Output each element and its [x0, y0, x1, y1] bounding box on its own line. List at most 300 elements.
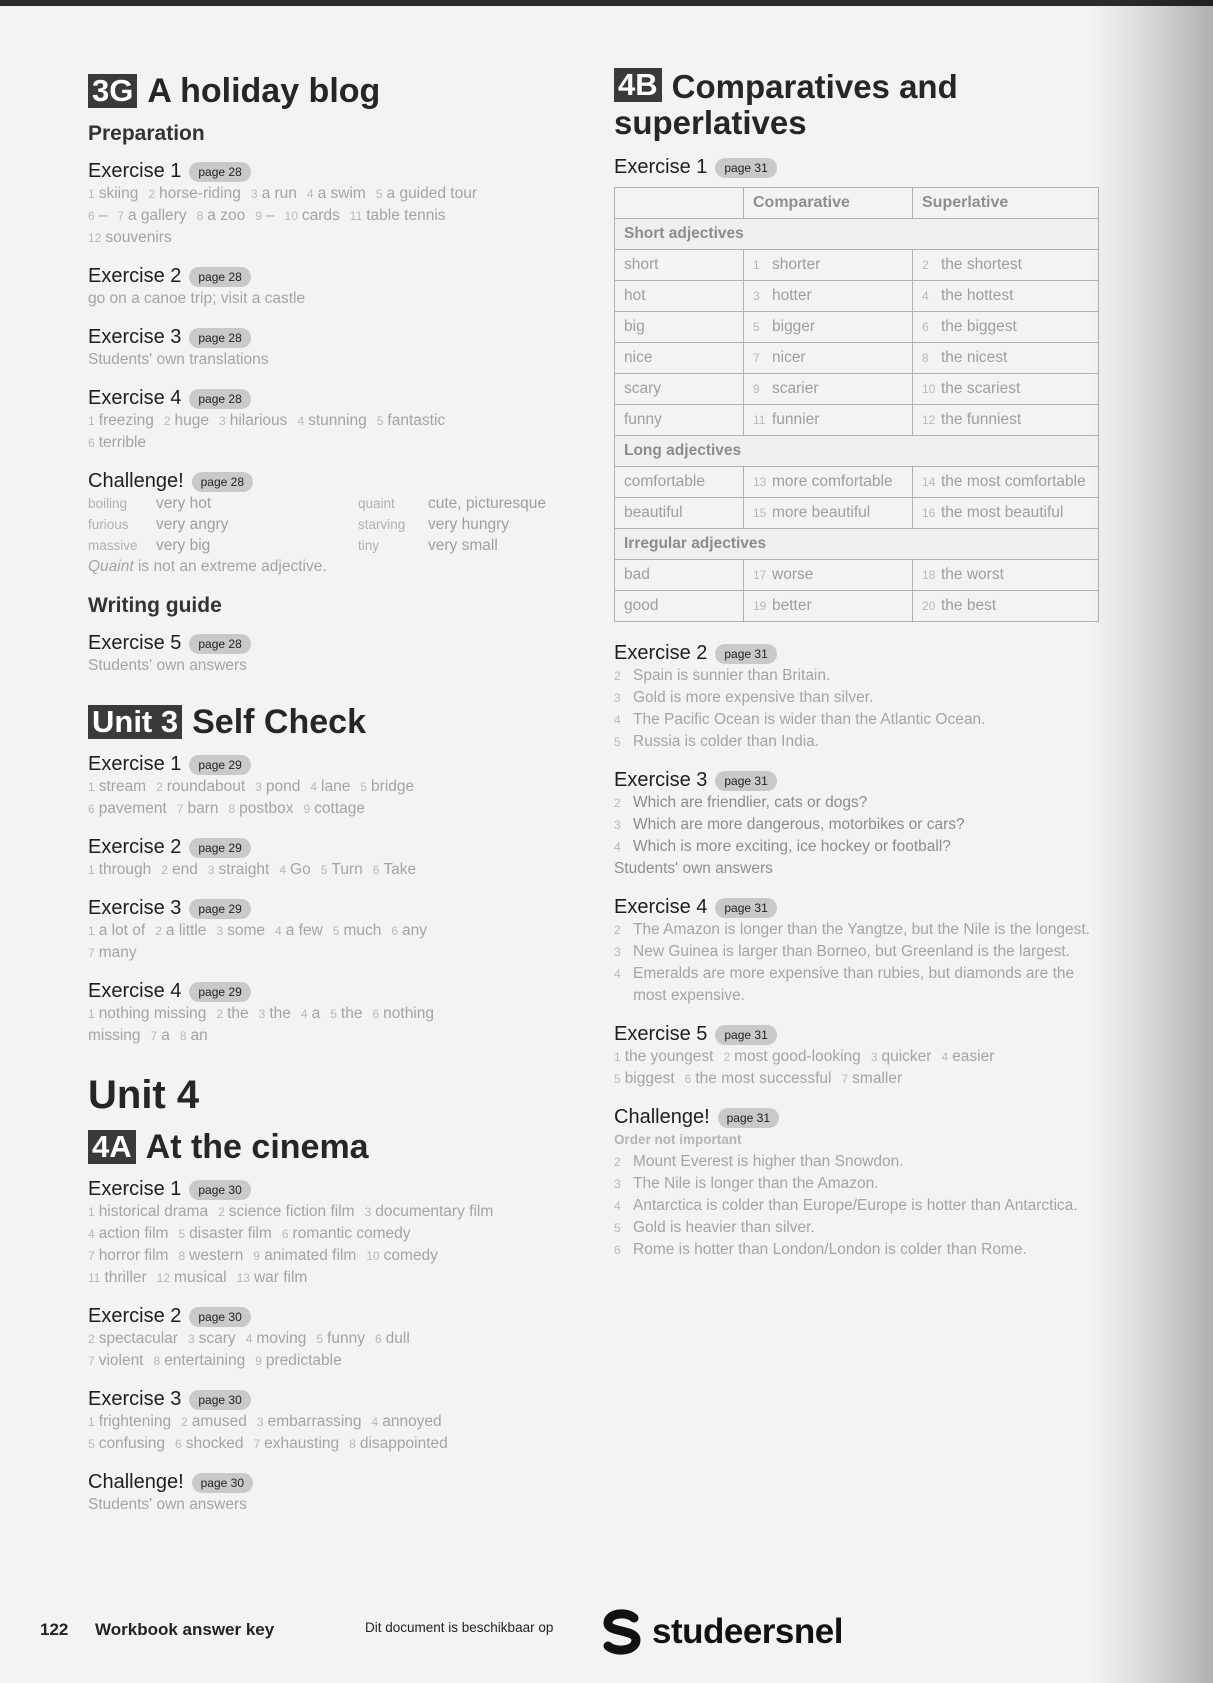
answer-line [88, 776, 588, 798]
answer-item: 1 a lot of [88, 922, 146, 939]
subheading: Preparation [88, 122, 205, 145]
answer-number: 2 [148, 187, 156, 201]
answer-item: 2 the [216, 1005, 249, 1022]
adjective-cell: hot [615, 281, 744, 312]
table-section-label: Short adjectives [615, 219, 1099, 250]
comparative-cell: 15 more beautiful [744, 498, 913, 529]
table-section-row [615, 436, 1099, 467]
comparatives-table [614, 187, 1099, 622]
adjective-cell: good [615, 591, 744, 622]
answer-number: 12 [88, 231, 102, 245]
answer-number: 8 [349, 1437, 356, 1451]
answer-line [88, 859, 588, 881]
answer-number: 7 [88, 1249, 95, 1263]
answer-item: 7 barn [176, 800, 219, 817]
answer-sentence: 3 The Nile is longer than the Amazon. [614, 1173, 1102, 1195]
answer-item: 9 cottage [303, 800, 366, 817]
answer-number: 9 [303, 802, 311, 816]
answer-item: 4 Go [279, 861, 311, 878]
answer-item: 1 skiing [88, 185, 139, 202]
extreme-word: starving [358, 517, 406, 532]
superlative-cell: 4 the hottest [913, 281, 1099, 312]
exercise-block [88, 897, 588, 964]
answer-number: 5 [376, 414, 384, 428]
exercise-label: Exercise 1 [88, 753, 182, 775]
comparative-cell: 3 hotter [744, 281, 913, 312]
answer-line [88, 183, 588, 205]
answer-item: 5 bridge [360, 778, 415, 795]
answer-sentence: 4 Antarctica is colder than Europe/Europe is hotter than Antarctica. [614, 1195, 1102, 1217]
challenge-block [88, 1471, 588, 1516]
answer-number: 3 [614, 818, 621, 832]
answer-sentence: 5 Gold is heavier than silver. [614, 1217, 1102, 1239]
answer-number: 5 [88, 1437, 95, 1451]
table-section-row [615, 219, 1099, 250]
answer-line [88, 1328, 588, 1350]
answer-sentence: 2 The Amazon is longer than the Yangtze, but the Nile is the longest. [614, 919, 1102, 941]
answer-number: 6 [391, 924, 399, 938]
extreme-word: quaint [358, 496, 395, 511]
table-row [615, 498, 1099, 529]
answer-line [88, 1025, 588, 1047]
answer-number: 11 [349, 209, 363, 223]
answer-number: 1 [88, 1007, 95, 1021]
exercise-answers [88, 1411, 588, 1455]
table-header-row [615, 188, 1099, 219]
logo-text: studeersnel [652, 1612, 843, 1651]
adjective-cell: bad [615, 560, 744, 591]
answer-item: 3 the [258, 1005, 291, 1022]
answer-number: 1 [88, 1415, 95, 1429]
answer-number: 5 [614, 735, 621, 749]
answer-sentence: 4 Emeralds are more expensive than rubies, but diamonds are the most expensive. [614, 965, 1075, 1004]
answer-item: 4 action film [88, 1225, 169, 1242]
answer-item: 6 the most successful [684, 1070, 832, 1087]
answer-number: 5 [316, 1332, 324, 1346]
answer-number: 1 [88, 863, 95, 877]
answer-number: 3 [207, 863, 215, 877]
answer-number: 6 [372, 1007, 380, 1021]
answer-line [88, 798, 588, 820]
page-pill: page 28 [189, 389, 250, 409]
answer-item: 3 documentary film [364, 1203, 494, 1220]
exercise-block [614, 896, 1102, 1007]
answer-item: 8 disappointed [349, 1435, 448, 1452]
answer-number: 2 [161, 863, 168, 877]
answer-item: 1 the youngest [614, 1048, 714, 1065]
answer-number: 3 [870, 1050, 878, 1064]
answer-item: 12 souvenirs [88, 229, 172, 246]
answer-number: 4 [310, 780, 318, 794]
answer-sentence: 6 Rome is hotter than London/London is colder than Rome. [614, 1239, 1102, 1261]
answer-line [88, 1433, 588, 1455]
answer-sentence: 5 Russia is colder than India. [614, 731, 1102, 753]
exercise-label: Exercise 2 [614, 642, 708, 664]
answer-line [88, 432, 588, 454]
answer-number: 2 [155, 924, 162, 938]
section-3g-header [88, 72, 588, 110]
page-pill: page 28 [192, 472, 253, 492]
studeersnel-logo[interactable] [598, 1608, 843, 1656]
exercise-label: Exercise 1 [88, 1178, 182, 1200]
answer-item: 7 violent [88, 1352, 144, 1369]
answer-item: 5 disaster film [178, 1225, 272, 1242]
answer-number: 2 [614, 1155, 621, 1169]
section-title: Self Check [192, 703, 366, 741]
answer-number: 2 [614, 923, 621, 937]
table-section-row [615, 529, 1099, 560]
exercise-label: Exercise 3 [614, 769, 708, 791]
unit3-header [88, 703, 588, 741]
exercise-block [88, 160, 588, 249]
answer-item: 5 funny [316, 1330, 365, 1347]
answer-number: 4 [614, 840, 621, 854]
answer-line [88, 1201, 588, 1223]
answer-item: 4 lane [310, 778, 351, 795]
answer-item: 9 animated film [253, 1247, 357, 1264]
page-pill: page 31 [715, 644, 776, 664]
comparative-cell: 17 worse [744, 560, 913, 591]
meaning: very hungry [428, 516, 509, 533]
answer-item: 4 a swim [306, 185, 366, 202]
answer-item: 10 comedy [366, 1247, 438, 1264]
answer-item: 9 – [255, 207, 275, 224]
answer-sentence: 4 The Pacific Ocean is wider than the Atlantic Ocean. [614, 709, 1102, 731]
adjective-cell: short [615, 250, 744, 281]
answer-line [88, 1267, 588, 1289]
answer-item: 8 entertaining [153, 1352, 246, 1369]
answer-item: 4 a [300, 1005, 321, 1022]
superlative-cell: 18 the worst [913, 560, 1099, 591]
answer-item: 9 predictable [255, 1352, 342, 1369]
page-pill: page 29 [189, 755, 250, 775]
answer-number: 7 [253, 1437, 261, 1451]
answer-number: 12 [156, 1271, 171, 1285]
page-pill: page 31 [718, 1108, 779, 1128]
page-pill: page 29 [189, 982, 250, 1002]
table-header-cell: Comparative [744, 188, 913, 219]
page-pill: page 29 [189, 899, 250, 919]
answer-item: 4 easier [941, 1048, 995, 1065]
answer-item: 2 end [161, 861, 198, 878]
table-header-cell [615, 188, 744, 219]
answer-item: 2 huge [163, 412, 210, 429]
exercise-answers: go on a canoe trip; visit a castle [88, 290, 306, 307]
answer-line [88, 1245, 588, 1267]
exercise-answers: Students' own answers [88, 657, 247, 674]
answer-number: 4 [614, 1199, 621, 1213]
answer-number: 2 [88, 1332, 95, 1346]
answer-number: 6 [88, 436, 95, 450]
comparative-cell: 5 bigger [744, 312, 913, 343]
answer-item: 1 nothing missing [88, 1005, 207, 1022]
exercise-answers [88, 183, 588, 249]
answer-number: 4 [300, 1007, 308, 1021]
superlative-cell: 2 the shortest [913, 250, 1099, 281]
answer-item: 5 much [332, 922, 382, 939]
challenge-block [614, 1106, 1102, 1261]
answer-item: 5 the [330, 1005, 363, 1022]
exercise-label: Exercise 2 [88, 836, 182, 858]
page-pill: page 31 [715, 771, 776, 791]
answer-number: 2 [614, 669, 621, 683]
exercise-label: Exercise 3 [88, 1388, 182, 1410]
answer-number: 1 [88, 187, 95, 201]
exercise-label: Challenge! [614, 1106, 710, 1128]
table-row [615, 591, 1099, 622]
answer-item: 3 hilarious [219, 412, 288, 429]
exercise-answers [614, 919, 1102, 1007]
answer-item: 6 Take [372, 861, 417, 878]
answer-number: 6 [614, 1243, 621, 1257]
answer-item: 6 – [88, 207, 108, 224]
answer-item: 2 horse-riding [148, 185, 241, 202]
exercise-block [88, 387, 588, 454]
comparative-cell: 1 shorter [744, 250, 913, 281]
table-section-label: Long adjectives [615, 436, 1099, 467]
answer-item: 3 pond [255, 778, 301, 795]
unit-heading: Unit 4 [88, 1073, 200, 1117]
answer-item: 1 freezing [88, 412, 154, 429]
section-title: A holiday blog [147, 72, 381, 110]
section-title: At the cinema [145, 1128, 369, 1166]
answer-number: 7 [88, 1354, 95, 1368]
exercise-block [88, 980, 588, 1047]
exercise-answers [614, 1151, 1102, 1261]
answer-number: 3 [364, 1205, 372, 1219]
superlative-cell: 12 the funniest [913, 405, 1099, 436]
answer-item: 3 straight [207, 861, 270, 878]
answer-number: 10 [366, 1249, 380, 1263]
answer-item: 8 western [178, 1247, 244, 1264]
answer-number: 6 [684, 1072, 692, 1086]
answer-item: 7 horror film [88, 1247, 169, 1264]
answer-item: 6 shocked [175, 1435, 244, 1452]
comparative-cell: 7 nicer [744, 343, 913, 374]
answer-item: 5 a guided tour [375, 185, 478, 202]
answer-item: 6 romantic comedy [281, 1225, 411, 1242]
answer-line [88, 1411, 588, 1433]
answer-item: 5 confusing [88, 1435, 166, 1452]
exercise-block [614, 642, 1102, 753]
exercise-answers: Students' own answers [88, 1496, 247, 1513]
adjective-cell: scary [615, 374, 744, 405]
answer-number: 9 [255, 1354, 262, 1368]
answer-number: 6 [88, 209, 95, 223]
answer-number: 5 [375, 187, 383, 201]
answer-item: 6 pavement [88, 800, 167, 817]
exercise-answers [88, 410, 588, 454]
answer-number: 6 [374, 1332, 382, 1346]
answer-item: 2 roundabout [156, 778, 246, 795]
answer-number: 3 [256, 1415, 264, 1429]
answer-number: 4 [88, 1227, 95, 1241]
answer-item: 11 thriller [88, 1269, 147, 1286]
availability-text: Dit document is beschikbaar op [365, 1620, 554, 1635]
answer-item: 5 fantastic [376, 412, 446, 429]
answer-number: 5 [614, 1072, 621, 1086]
answer-line [88, 1003, 588, 1025]
answer-item: 1 through [88, 861, 152, 878]
table-row [615, 250, 1099, 281]
superlative-cell: 8 the nicest [913, 343, 1099, 374]
answer-line [88, 1350, 588, 1372]
meaning: very hot [156, 495, 212, 512]
page-fold-shadow [1090, 0, 1213, 1683]
exercise-answers [614, 1046, 1102, 1090]
superlative-cell: 10 the scariest [913, 374, 1099, 405]
table-row [615, 467, 1099, 498]
answer-number: 3 [216, 924, 224, 938]
section-tag: 4A [88, 1130, 136, 1164]
answer-number: 8 [178, 1249, 186, 1263]
answer-number: 4 [306, 187, 314, 201]
page-number: 122 [40, 1620, 69, 1639]
answer-item: 7 exhausting [253, 1435, 340, 1452]
footer [40, 1608, 1100, 1658]
table-header-cell: Superlative [913, 188, 1099, 219]
answer-item: 8 a zoo [196, 207, 246, 224]
exercise-answers [88, 859, 588, 881]
answer-number: 6 [372, 863, 380, 877]
answer-number: 4 [297, 414, 305, 428]
answer-number: 8 [196, 209, 204, 223]
answer-number: 6 [281, 1227, 289, 1241]
exercise-block [88, 265, 588, 310]
answer-number: 5 [614, 1221, 621, 1235]
superlative-cell: 20 the best [913, 591, 1099, 622]
answer-line [614, 1046, 1102, 1068]
answer-line [88, 410, 588, 432]
answer-number: 7 [117, 209, 124, 223]
answer-item: 6 any [391, 922, 428, 939]
exercise-label: Exercise 5 [88, 632, 182, 654]
page-pill: page 31 [715, 898, 776, 918]
answer-number: 9 [255, 209, 262, 223]
section-tag: 3G [88, 74, 137, 108]
answer-number: 3 [219, 414, 226, 428]
top-edge [0, 0, 1213, 6]
answer-item: 6 dull [374, 1330, 410, 1347]
adjective-cell: nice [615, 343, 744, 374]
table-row [615, 312, 1099, 343]
meaning: very small [428, 537, 498, 554]
answer-item: 4 stunning [297, 412, 367, 429]
answer-sentence: 3 New Guinea is larger than Borneo, but Greenland is the largest. [614, 941, 1102, 963]
answer-item: 5 biggest [614, 1070, 675, 1087]
answer-item: 13 war film [236, 1269, 308, 1286]
answer-number: 3 [258, 1007, 266, 1021]
page-pill: page 28 [189, 267, 250, 287]
answer-number: 5 [360, 780, 368, 794]
answer-item: missing [88, 1027, 141, 1044]
adjective-cell: big [615, 312, 744, 343]
answer-number: 3 [187, 1332, 195, 1346]
answer-item: 3 some [216, 922, 265, 939]
exercise-answers [88, 920, 588, 964]
subheading: Writing guide [88, 594, 222, 617]
exercise-label: Challenge! [88, 1471, 184, 1493]
adjective-cell: comfortable [615, 467, 744, 498]
exercise-block [614, 1023, 1102, 1090]
meaning: very big [156, 537, 211, 554]
answer-number: 4 [371, 1415, 379, 1429]
exercise-label: Exercise 2 [88, 265, 182, 287]
answer-line [88, 942, 588, 964]
extreme-word: tiny [358, 538, 380, 553]
extreme-word: boiling [88, 496, 128, 511]
answer-number: 8 [179, 1029, 187, 1043]
challenge-block [88, 470, 588, 578]
answer-line [88, 205, 588, 227]
answer-number: 1 [88, 414, 95, 428]
section-title-line2: superlatives [614, 104, 807, 141]
answer-number: 4 [245, 1332, 253, 1346]
answer-sentence: 2 Which are friendlier, cats or dogs? [614, 792, 1102, 814]
answer-number: 2 [163, 414, 171, 428]
answer-item: 1 stream [88, 778, 147, 795]
answer-number: 6 [88, 802, 95, 816]
answer-number: 1 [614, 1050, 621, 1064]
answer-item: 7 a gallery [117, 207, 187, 224]
adjective-cell: funny [615, 405, 744, 436]
comparative-cell: 9 scarier [744, 374, 913, 405]
table-section-label: Irregular adjectives [615, 529, 1099, 560]
answer-number: 1 [88, 924, 95, 938]
exercise-block [88, 1388, 588, 1455]
answer-line [88, 920, 588, 942]
challenge-note: Quaint is not an extreme adjective. [88, 558, 327, 575]
answer-item: 3 a run [250, 185, 297, 202]
answer-item: 10 cards [284, 207, 340, 224]
exercise-label: Exercise 4 [88, 387, 182, 409]
answer-item: 6 terrible [88, 434, 147, 451]
exercise-label: Exercise 3 [88, 326, 182, 348]
exercise-answers: Students' own translations [88, 351, 269, 368]
answer-number: 2 [156, 780, 163, 794]
exercise-block [88, 632, 588, 677]
adjective-cell: beautiful [615, 498, 744, 529]
answer-item: 5 Turn [320, 861, 363, 878]
answer-item: 2 science fiction film [218, 1203, 355, 1220]
exercise-label: Exercise 5 [614, 1023, 708, 1045]
answer-number: 2 [181, 1415, 188, 1429]
comparative-cell: 11 funnier [744, 405, 913, 436]
page-pill: page 31 [715, 158, 776, 178]
left-column [88, 72, 588, 1532]
answer-sentence: 3 Gold is more expensive than silver. [614, 687, 1102, 709]
answer-number: 2 [614, 796, 621, 810]
answer-item: 12 musical [156, 1269, 227, 1286]
extreme-word: massive [88, 538, 138, 553]
answer-item: 7 a [150, 1027, 170, 1044]
answer-number: 4 [614, 967, 621, 981]
answer-item: 2 a little [155, 922, 207, 939]
section-title: Comparatives and [671, 68, 958, 105]
page-pill: page 30 [189, 1390, 250, 1410]
answer-number: 2 [218, 1205, 225, 1219]
superlative-cell: 6 the biggest [913, 312, 1099, 343]
answer-item: 11 table tennis [349, 207, 446, 224]
answer-number: 4 [279, 863, 287, 877]
exercise-answers [88, 1328, 588, 1372]
answer-sentence: 2 Spain is sunnier than Britain. [614, 665, 1102, 687]
answer-number: 11 [88, 1271, 101, 1285]
exercise-block [88, 1178, 588, 1289]
answer-line [88, 227, 588, 249]
answer-item: 7 many [88, 944, 137, 961]
exercise-block [88, 1305, 588, 1372]
